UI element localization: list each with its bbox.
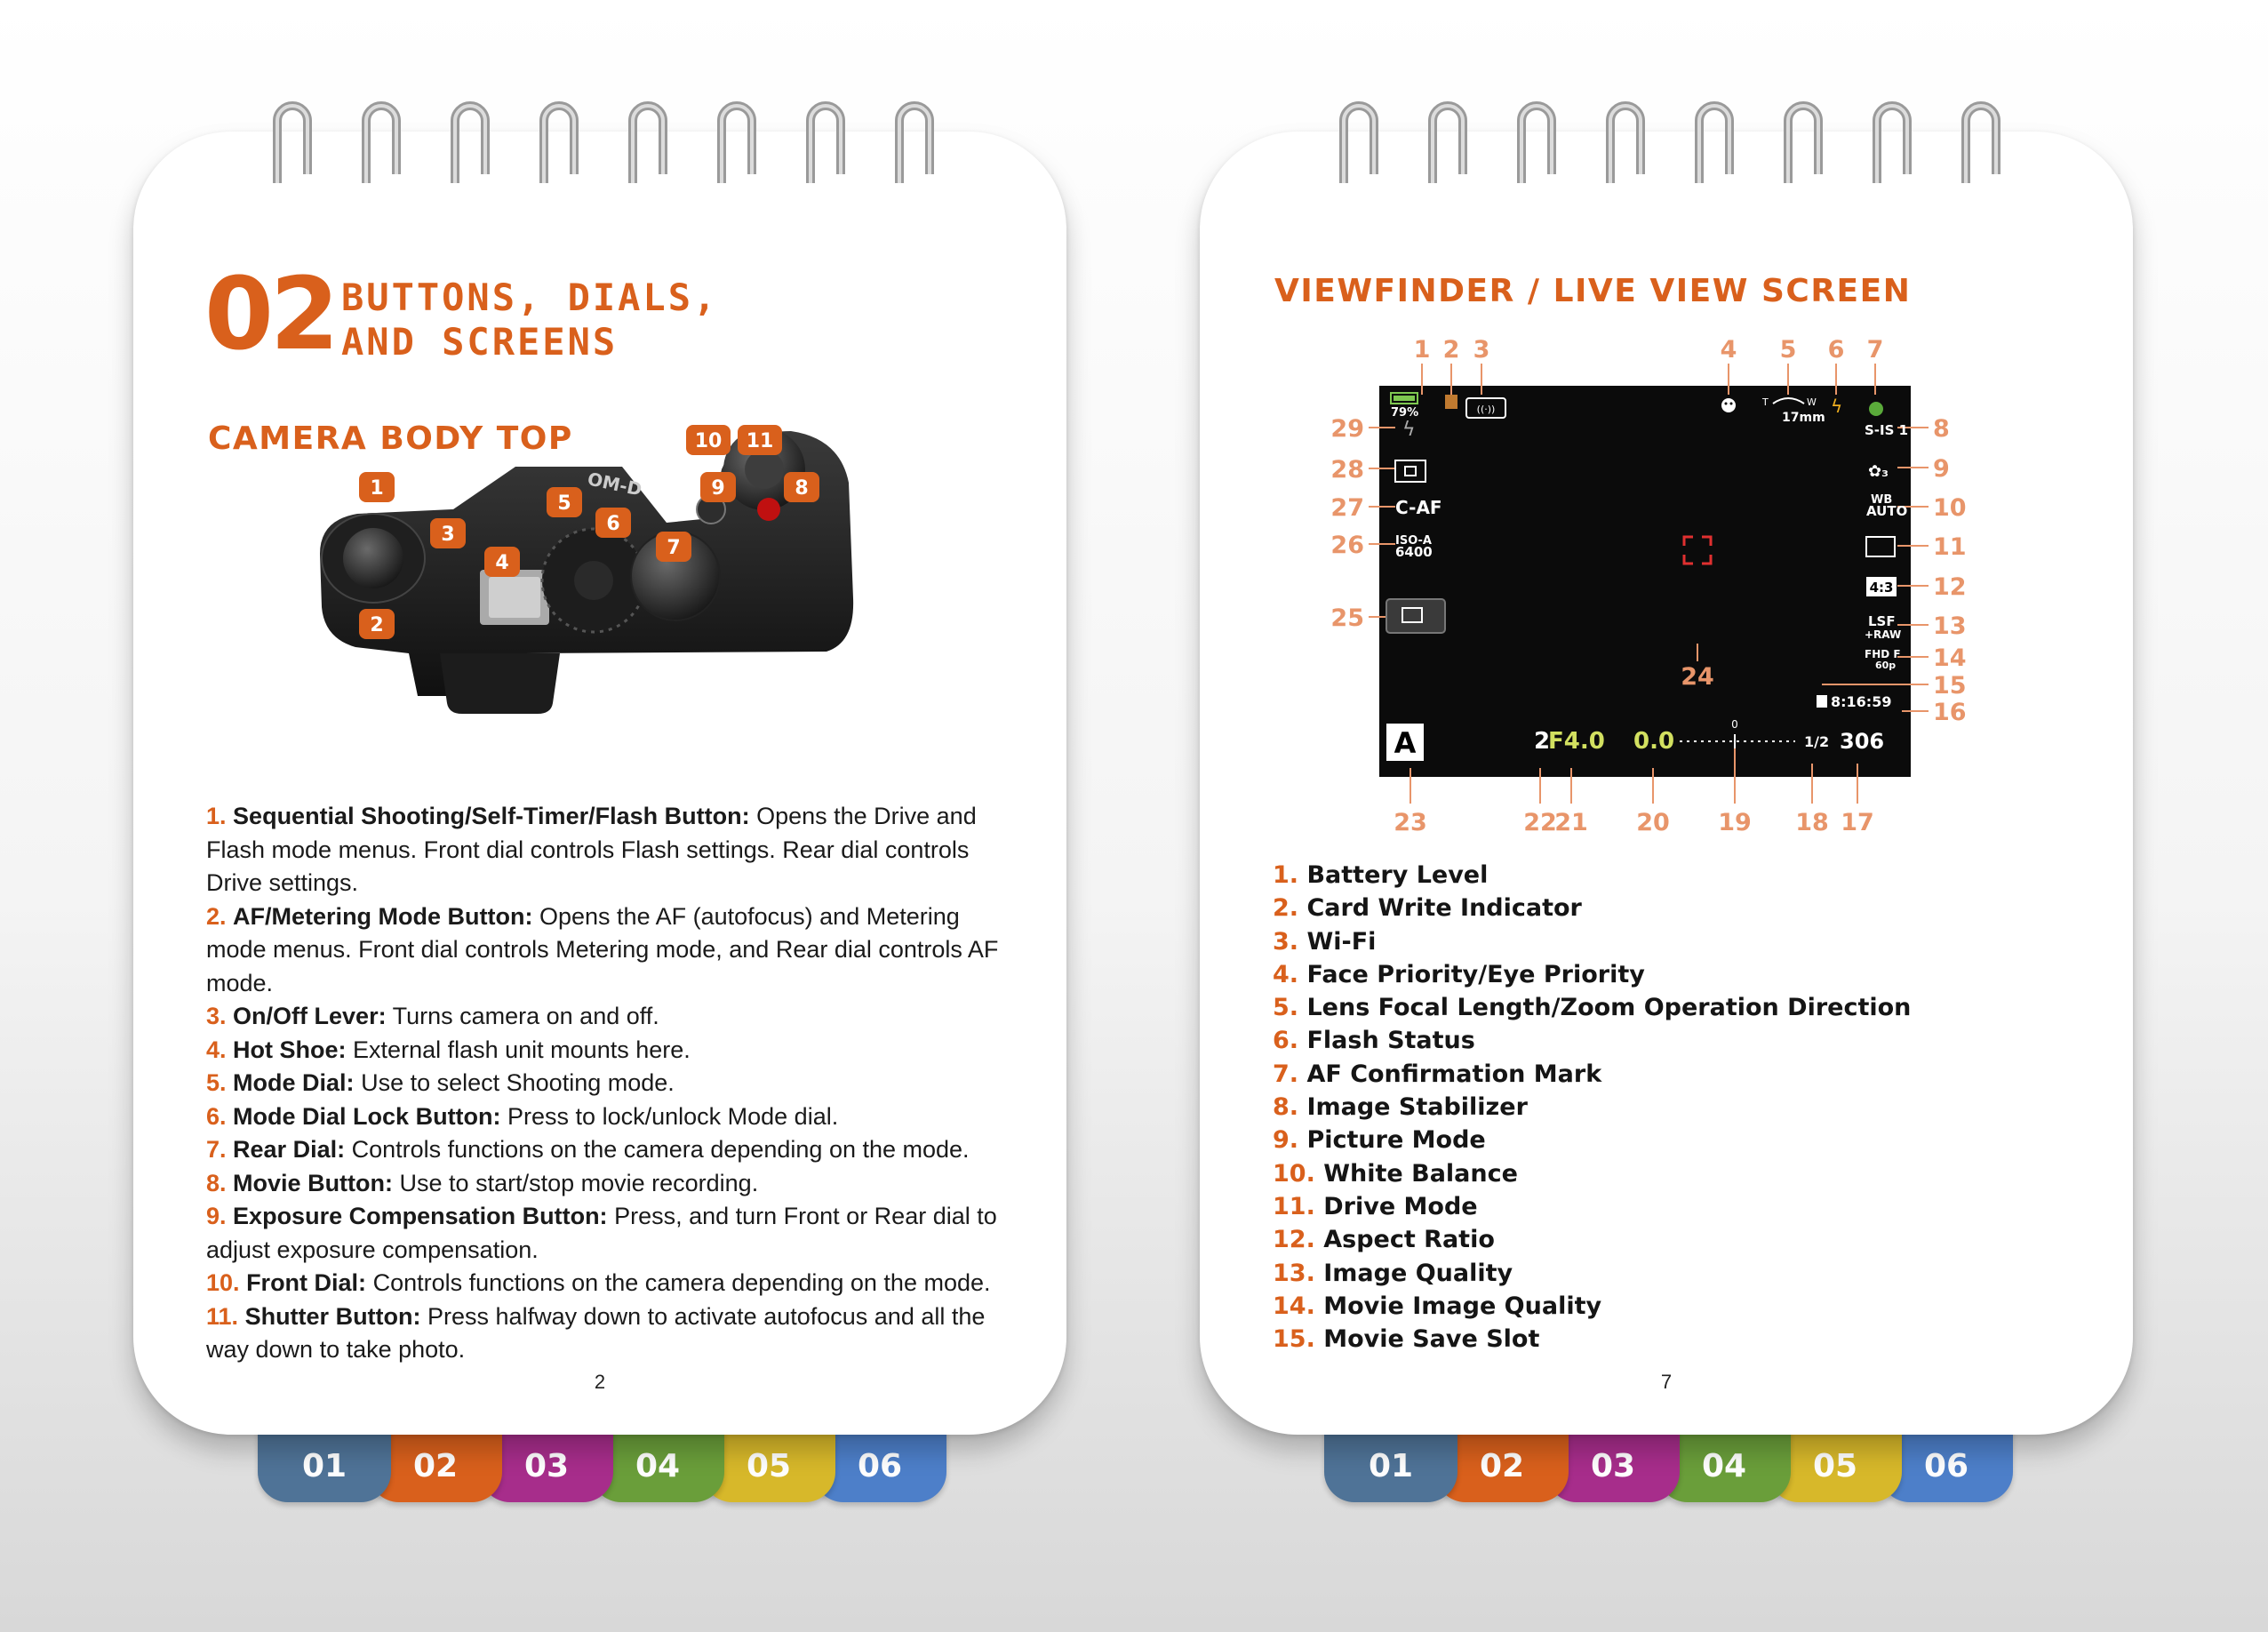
chapter-title-line2: AND SCREENS [341,320,619,364]
focal-length: 17mm [1782,411,1825,425]
callout-8: 8 [1933,415,1950,443]
camera-callout-7 [656,532,691,562]
ring-icon [1781,85,1825,185]
description-item-11: 11. Shutter Button: Press halfway down to activate autofocus and all the way down to take photo. [206,1302,986,1363]
ring-icon [803,85,848,185]
legend-item-12: 12. Aspect Ratio [1273,1226,1495,1254]
legend-item-2: 2. Card Write Indicator [1273,894,1582,923]
picture-mode-icon: ✿₃ [1868,462,1889,481]
svg-text:4: 4 [495,552,509,574]
callout-17: 17 [1841,809,1874,836]
camera-callout-9 [700,472,736,502]
tab-chapter-01[interactable]: 01 [258,1428,391,1502]
ring-icon [892,85,937,185]
camera-top-illustration [293,420,880,758]
callout-3: 3 [1473,336,1490,364]
movie-quality: FHD F [1865,648,1901,660]
callout-20: 20 [1636,809,1670,836]
legend-item-10: 10. White Balance [1273,1159,1518,1188]
left-page [133,132,1066,1435]
tab-chapter-06[interactable]: 06 [813,1428,946,1502]
tab-chapter-04[interactable]: 04 [591,1428,724,1502]
section-title: VIEWFINDER / LIVE VIEW SCREEN [1274,273,1912,309]
record-time: 8:16:59 [1831,693,1892,710]
battery-level: 79% [1391,406,1419,420]
svg-text:9: 9 [711,477,725,500]
card-write-icon [1445,395,1457,409]
camera-callout-3 [430,518,466,548]
spiral-binding [1200,85,2133,201]
camera-callout-4 [484,547,520,577]
description-item-6: 6. Mode Dial Lock Button: Press to lock/unlock Mode dial. [206,1102,839,1130]
ring-icon [715,85,759,185]
white-balance-value: AUTO [1866,503,1908,519]
callout-6: 6 [1827,336,1845,364]
af-mode: C-AF [1395,497,1442,518]
ring-icon [1692,85,1737,185]
svg-text:W: W [1807,396,1817,408]
page-number: 2 [594,1371,606,1393]
svg-text:2: 2 [370,614,384,636]
callout-9: 9 [1933,455,1950,483]
ring-icon [270,85,315,185]
ring-icon [1959,85,2003,185]
callout-13: 13 [1933,612,1967,640]
image-quality-line2: +RAW [1865,628,1902,641]
ring-icon [626,85,670,185]
camera-callout-6 [595,508,631,538]
tab-chapter-05[interactable]: 05 [702,1428,835,1502]
image-quality-line1: LSF [1868,613,1896,629]
legend-item-8: 8. Image Stabilizer [1273,1093,1528,1122]
tab-chapter-02[interactable]: 02 [369,1428,502,1502]
ring-icon [1870,85,1914,185]
face-priority-icon [1721,398,1736,412]
description-item-1: 1. Sequential Shooting/Self-Timer/Flash Button: Opens the Drive and Flash mode menus. Front dial controls Flash settings. Rear dial controls Drive settings. [206,803,977,896]
chapter-title [341,276,718,364]
description-item-8: 8. Movie Button: Use to start/stop movie recording. [206,1169,759,1196]
page-number: 7 [1660,1371,1673,1393]
callout-2: 2 [1442,336,1460,364]
description-item-3: 3. On/Off Lever: Turns camera on and off. [206,1003,659,1029]
legend-item-7: 7. AF Confirmation Mark [1273,1060,1602,1088]
iso-label: ISO-A [1395,534,1432,548]
ring-icon [1337,85,1381,185]
callout-24: 24 [1681,663,1714,691]
callout-27: 27 [1330,494,1364,522]
exposure-compensation: 0.0 [1633,728,1675,755]
svg-text:5: 5 [557,492,571,515]
camera-callout-1 [359,472,395,502]
callout-18: 18 [1795,809,1829,836]
ring-icon [448,85,492,185]
legend-item-11: 11. Drive Mode [1273,1192,1478,1220]
ring-icon [1425,85,1470,185]
callout-10: 10 [1933,494,1967,522]
svg-text:OM-D: OM-D [585,468,644,500]
callout-21: 21 [1554,809,1588,836]
spiral-binding [133,85,1066,201]
svg-text:1: 1 [370,477,384,500]
legend-item-15: 15. Movie Save Slot [1273,1325,1540,1354]
ring-icon [537,85,581,185]
camera-callout-8 [784,472,819,502]
tab-chapter-03[interactable]: 03 [480,1428,613,1502]
drive-count: 2 [1534,728,1551,755]
callout-29: 29 [1330,415,1364,443]
description-item-5: 5. Mode Dial: Use to select Shooting mode. [206,1069,675,1096]
legend-item-13: 13. Image Quality [1273,1259,1513,1287]
shots-remaining: 306 [1840,729,1885,754]
chapter-title-line1: BUTTONS, DIALS, [341,276,719,319]
svg-text:11: 11 [746,430,774,452]
legend-item-4: 4. Face Priority/Eye Priority [1273,960,1645,988]
callout-19: 19 [1718,809,1752,836]
iso-value: 6400 [1395,544,1433,560]
description-item-10: 10. Front Dial: Controls functions on the camera depending on the mode. [206,1269,991,1296]
callout-23: 23 [1394,809,1427,836]
callout-7: 7 [1866,336,1884,364]
callout-16: 16 [1933,699,1967,726]
right-page [1200,132,2133,1435]
camera-callout-11 [738,425,782,455]
legend-item-14: 14. Movie Image Quality [1273,1292,1602,1320]
callout-25: 25 [1330,604,1364,632]
legend-item-9: 9. Picture Mode [1273,1126,1486,1155]
callout-26: 26 [1330,532,1364,559]
camera-callout-10 [686,425,731,455]
callout-28: 28 [1330,456,1364,484]
callout-4: 4 [1720,336,1737,364]
tab-chapter-03[interactable]: 03 [1546,1428,1680,1502]
legend-item-1: 1. Battery Level [1273,861,1489,889]
svg-text:6: 6 [606,513,620,535]
shooting-mode-letter: A [1394,726,1417,760]
touch-control-icon[interactable] [1386,599,1445,633]
description-item-9: 9. Exposure Compensation Button: Press, and turn Front or Rear dial to adjust exposure compensation. [206,1203,997,1263]
legend-item-5: 5. Lens Focal Length/Zoom Operation Direction [1273,994,1912,1022]
svg-text:((·)): ((·)) [1476,404,1496,415]
meter-zero: 0 [1731,718,1738,731]
tab-chapter-04[interactable]: 04 [1657,1428,1791,1502]
svg-text:10: 10 [694,430,723,452]
chapter-number: 02 [204,257,336,372]
camera-callout-5 [547,487,582,517]
svg-text:7: 7 [667,537,681,559]
section-title: CAMERA BODY TOP [208,420,573,457]
callout-22: 22 [1523,809,1557,836]
camera-body [320,428,853,714]
card-slot: 1/2 [1804,733,1830,750]
callout-1: 1 [1413,336,1431,364]
legend-item-3: 3. Wi-Fi [1273,927,1377,956]
callout-5: 5 [1779,336,1797,364]
ring-icon [1514,85,1559,185]
callout-15: 15 [1933,672,1967,700]
tab-chapter-05[interactable]: 05 [1769,1428,1902,1502]
legend-item-6: 6. Flash Status [1273,1027,1475,1055]
camera-callout-2 [359,609,395,639]
tab-chapter-06[interactable]: 06 [1880,1428,2013,1502]
callout-14: 14 [1933,644,1967,672]
button-descriptions [206,800,1006,1367]
aperture-value: F4.0 [1548,728,1605,755]
flash-mode-icon: ϟ [1402,419,1416,441]
svg-text:T: T [1762,396,1769,408]
flash-status-icon: ϟ [1831,396,1843,417]
tab-chapter-02[interactable]: 02 [1435,1428,1569,1502]
description-item-4: 4. Hot Shoe: External flash unit mounts here. [206,1036,691,1063]
aspect-ratio: 4:3 [1869,580,1894,596]
callout-11: 11 [1933,533,1967,561]
af-confirmation-icon [1869,402,1883,416]
ring-icon [1603,85,1648,185]
movie-slot-icon [1817,695,1827,708]
movie-fps: 60p [1875,660,1897,671]
svg-text:8: 8 [795,477,809,500]
callout-12: 12 [1933,573,1967,601]
ring-icon [359,85,403,185]
viewfinder-legend [1273,859,1911,1356]
live-view-screen [1379,386,1911,777]
svg-text:3: 3 [441,524,455,546]
description-item-2: 2. AF/Metering Mode Button: Opens the AF (autofocus) and Metering mode menus. Front dial controls Metering mode, and Rear dial controls AF mode. [206,902,999,996]
description-item-7: 7. Rear Dial: Controls functions on the camera depending on the mode. [206,1136,970,1163]
tab-chapter-01[interactable]: 01 [1324,1428,1457,1502]
white-balance-label: WB [1871,493,1893,507]
image-stabilizer: S-IS 1 [1865,422,1909,438]
